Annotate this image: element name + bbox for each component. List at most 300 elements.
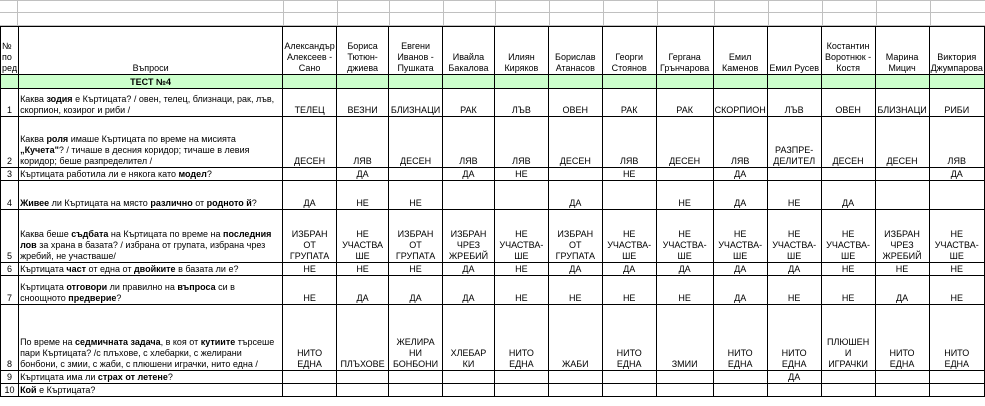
answer-cell (283, 181, 337, 210)
answer-text: ДА (623, 264, 636, 274)
answer-text: ЗМИИ (671, 359, 698, 369)
answer-cell (494, 305, 548, 371)
answer-cell (602, 371, 656, 384)
question-text (19, 181, 283, 210)
answer-cell (602, 263, 656, 276)
answer-cell (656, 89, 713, 117)
question-fragment: от една от (86, 264, 134, 274)
answer-text: ДА (462, 293, 475, 303)
answer-cell (389, 181, 443, 210)
answer-cell (656, 263, 713, 276)
answer-cell (443, 371, 495, 384)
answer-cell (443, 89, 495, 117)
answer-cell (656, 384, 713, 397)
answer-cell (929, 117, 984, 168)
answer-text: ДА (734, 169, 747, 179)
answer-text: ДА (303, 198, 316, 208)
answer-cell (713, 210, 767, 263)
answer-cell (443, 305, 495, 371)
answer-cell (283, 305, 337, 371)
participant-name-header: Борислав Атанасов (548, 27, 602, 75)
answer-cell (443, 210, 495, 263)
answer-cell (283, 89, 337, 117)
answer-text: ИЗБРАН ОТ ГРУПАТА (555, 229, 595, 261)
answer-text: НЕ (622, 293, 636, 303)
title-empty-cell (929, 75, 984, 89)
answer-text: НЕ (569, 293, 582, 303)
answer-text: НИТО ЕДНА (944, 348, 970, 369)
question-fragment: ? / тичаше в десния коридор; тичаше в левия коридор; беше разпределител / (20, 145, 250, 166)
answer-text: БЛИЗНАЦИ (390, 105, 441, 115)
question-row (1, 210, 985, 263)
answer-cell (283, 168, 337, 181)
participant-name-header: Емил Русев (767, 27, 821, 75)
answer-text: НЕ (515, 264, 528, 274)
answer-text: РАЗПРЕ- ДЕЛИТЕЛ (773, 145, 816, 166)
answer-cell (875, 168, 929, 181)
question-keyword: съдбата (71, 229, 109, 239)
question-keyword: част (66, 264, 87, 274)
answer-cell (821, 168, 875, 181)
answer-cell (494, 210, 548, 263)
question-row (1, 117, 985, 168)
answer-text: НЕ УЧАСТВА ШЕ (342, 229, 384, 261)
answer-cell (656, 117, 713, 168)
title-empty-cell (1, 75, 19, 89)
question-fragment: от (192, 198, 207, 208)
question-keyword: седмичната задача (75, 337, 161, 347)
answer-text: ДА (678, 264, 691, 274)
answer-text: ОВЕН (562, 105, 589, 115)
question-keyword: двойките (133, 264, 176, 274)
answer-cell (713, 371, 767, 384)
answer-text: ПЛЮШЕН И ИГРАЧКИ (826, 337, 870, 369)
answer-cell (389, 89, 443, 117)
question-text (19, 305, 283, 371)
question-row (1, 263, 985, 276)
answer-cell (767, 181, 821, 210)
answer-cell (443, 276, 495, 305)
answer-cell (389, 168, 443, 181)
answer-cell (443, 168, 495, 181)
answer-text: ИЗБРАН ОТ ГРУПАТА (289, 229, 330, 261)
answer-cell (337, 276, 389, 305)
answer-text: НЕ (303, 264, 316, 274)
question-keyword: роля (46, 134, 69, 144)
participant-name-header: Бориса Тютюн-джиева (337, 27, 389, 75)
answer-cell (875, 305, 929, 371)
answer-text: НЕ УЧАСТВА- ШЕ (718, 229, 763, 261)
answer-cell (767, 305, 821, 371)
question-row (1, 89, 985, 117)
answer-cell (821, 276, 875, 305)
question-keyword: Кой (20, 385, 37, 395)
answer-cell (929, 210, 984, 263)
question-fragment: имаше Къртицата по време на мисията (68, 134, 236, 144)
answer-cell (443, 384, 495, 397)
question-fragment: търсеше пари Къртицата? /с плъхове, с хлебарки, с желирани бонбони, с змии, с жаби, с плюшени играчки, нито една / (20, 337, 275, 369)
question-fragment: , в коя от (160, 337, 201, 347)
answer-cell (548, 117, 602, 168)
row-number: 6 (1, 263, 19, 276)
question-keyword: различно (150, 198, 193, 208)
answer-text: ЛЯВ (459, 156, 478, 166)
question-fragment: си в сноощното (20, 282, 235, 303)
participant-name-header: Ивайла Бакалова (443, 27, 495, 75)
question-row (1, 371, 985, 384)
answer-text: БЛИЗНАЦИ (877, 105, 927, 115)
answer-text: НЕ УЧАСТВА- ШЕ (607, 229, 652, 261)
answer-cell (337, 384, 389, 397)
answer-text: ЖАБИ (561, 359, 589, 369)
answer-cell (875, 263, 929, 276)
answer-cell (602, 305, 656, 371)
participant-name-header: Марина Мицич (875, 27, 929, 75)
question-fragment: Каква беше (20, 229, 72, 239)
answer-text: ДА (734, 293, 747, 303)
answer-cell (283, 384, 337, 397)
answer-text: НЕ УЧАСТВА- ШЕ (934, 229, 979, 261)
answer-cell (283, 263, 337, 276)
answer-text: ДА (842, 198, 855, 208)
answer-cell (337, 181, 389, 210)
answer-cell (494, 263, 548, 276)
question-fragment: По време на (20, 337, 75, 347)
answer-cell (337, 89, 389, 117)
answer-cell (875, 181, 929, 210)
answer-text: ЖЕЛИРА НИ БОНБОНИ (392, 337, 439, 369)
title-empty-cell (713, 75, 767, 89)
answer-cell (767, 117, 821, 168)
answer-text: ДА (409, 293, 422, 303)
title-empty-cell (443, 75, 495, 89)
answer-cell (713, 263, 767, 276)
answer-cell (821, 371, 875, 384)
answer-text: ИЗБРАН ЧРЕЗ ЖРЕБИЙ (448, 229, 489, 261)
header-row (1, 27, 985, 75)
answer-cell (713, 168, 767, 181)
answer-text: ДА (950, 169, 963, 179)
answer-text: НЕ (895, 264, 909, 274)
title-empty-cell (283, 75, 337, 89)
answer-text: ДЕСЕН (669, 156, 701, 166)
question-fragment: ли Къртицата на място (49, 198, 151, 208)
question-keyword: модел (178, 169, 207, 179)
answer-cell (494, 384, 548, 397)
answer-text: НЕ (409, 198, 422, 208)
question-fragment: в базата ли е? (175, 264, 239, 274)
answer-text: НЕ УЧАСТВА- ШЕ (826, 229, 871, 261)
answer-text: НЕ (950, 293, 964, 303)
question-text (19, 384, 283, 397)
answer-cell (875, 210, 929, 263)
answer-text: ЛЯВ (947, 156, 966, 166)
answer-cell (337, 210, 389, 263)
answer-text: НЕ (622, 169, 636, 179)
participant-name-header: Гергана Грънчарова (656, 27, 713, 75)
questions-column-header: Въпроси (19, 27, 283, 75)
answer-cell (602, 384, 656, 397)
title-empty-cell (875, 75, 929, 89)
answer-text: ЛЯВ (730, 156, 750, 166)
participant-name-header: Илиян Киряков (494, 27, 548, 75)
answer-text: ИЗБРАН ОТ ГРУПАТА (395, 229, 436, 261)
answer-cell (821, 263, 875, 276)
question-row (1, 305, 985, 371)
answer-text: ЛЪВ (511, 105, 531, 115)
answer-cell (283, 210, 337, 263)
answer-cell (494, 89, 548, 117)
answer-text: ДА (462, 264, 475, 274)
question-fragment: Къртицата работила ли е някога като (20, 169, 179, 179)
answer-text: НИТО ЕДНА (781, 348, 807, 369)
question-text (19, 117, 283, 168)
answer-text: ДЕСЕН (886, 156, 918, 166)
answer-text: ДЕСЕН (559, 156, 591, 166)
answer-cell (929, 263, 984, 276)
answer-text: ДЕСЕН (399, 156, 432, 166)
answer-cell (494, 181, 548, 210)
answer-text: ДА (356, 293, 369, 303)
answer-cell (767, 89, 821, 117)
answer-cell (875, 276, 929, 305)
question-text (19, 168, 283, 181)
answer-cell (602, 181, 656, 210)
answer-cell (389, 117, 443, 168)
answer-cell (713, 384, 767, 397)
question-row (1, 168, 985, 181)
answer-text: НИТО ЕДНА (508, 348, 534, 369)
answer-text: НЕ (678, 293, 691, 303)
row-number: 9 (1, 371, 19, 384)
question-keyword: зодия (46, 94, 73, 104)
answer-cell (929, 276, 984, 305)
answer-text: ЛЯВ (619, 156, 639, 166)
row-number: 5 (1, 210, 19, 263)
answer-text: ЛЯВ (512, 156, 531, 166)
answer-text: ДА (734, 264, 747, 274)
title-empty-cell (821, 75, 875, 89)
answer-cell (389, 210, 443, 263)
answer-cell (443, 263, 495, 276)
answer-text: НЕ (409, 264, 422, 274)
question-keyword: последния лов (20, 229, 272, 250)
answer-cell (602, 117, 656, 168)
answer-cell (713, 89, 767, 117)
question-fragment: ? (167, 372, 173, 382)
answer-cell (337, 168, 389, 181)
answer-cell (548, 89, 602, 117)
answer-cell (767, 371, 821, 384)
answer-cell (656, 371, 713, 384)
question-text (19, 89, 283, 117)
answer-cell (929, 384, 984, 397)
answer-cell (602, 210, 656, 263)
answer-cell (929, 371, 984, 384)
question-row (1, 276, 985, 305)
answer-text: ЛЯВ (353, 156, 372, 166)
title-empty-cell (389, 75, 443, 89)
answer-text: НЕ УЧАСТВА- ШЕ (499, 229, 544, 261)
answer-text: ДА (356, 169, 369, 179)
answer-text: НЕ (678, 198, 691, 208)
question-keyword: предверие (68, 293, 117, 303)
answer-cell (929, 305, 984, 371)
question-fragment: Каква (20, 94, 47, 104)
answer-text: ДЕСЕН (294, 156, 326, 166)
participant-name-header: Георги Стоянов (602, 27, 656, 75)
row-number: 3 (1, 168, 19, 181)
answer-cell (494, 276, 548, 305)
question-fragment: ? (251, 198, 257, 208)
question-row (1, 181, 985, 210)
answer-cell (548, 168, 602, 181)
answer-cell (875, 371, 929, 384)
answer-text: НИТО ЕДНА (297, 348, 323, 369)
question-keyword: въпроса (177, 282, 216, 292)
answer-cell (656, 276, 713, 305)
answer-cell (929, 89, 984, 117)
answer-cell (821, 181, 875, 210)
answer-cell (337, 117, 389, 168)
question-fragment: Къртицата има ли (20, 372, 98, 382)
question-fragment: е Къртицата? / овен, телец, близнаци, рак, лъв, скорпион, козирог и риби / (20, 94, 275, 115)
answer-cell (713, 305, 767, 371)
answer-cell (713, 117, 767, 168)
answer-text: ИЗБРАН ЧРЕЗ ЖРЕБИЙ (882, 229, 922, 261)
answer-cell (389, 384, 443, 397)
title-empty-cell (548, 75, 602, 89)
participant-name-header: Александър Алексеев - Сано (283, 27, 337, 75)
answer-cell (713, 276, 767, 305)
answer-cell (283, 371, 337, 384)
answer-cell (821, 210, 875, 263)
question-keyword: страх от летене (97, 372, 168, 382)
answer-cell (389, 276, 443, 305)
answer-text: РИБИ (944, 105, 970, 115)
answer-text: НЕ (303, 293, 316, 303)
question-row (1, 384, 985, 397)
answer-text: РАК (460, 105, 477, 115)
answer-text: ТЕЛЕЦ (294, 105, 325, 115)
answer-cell (656, 168, 713, 181)
answer-cell (494, 168, 548, 181)
answer-text: НЕ (841, 264, 855, 274)
answer-text: НЕ (787, 293, 801, 303)
answer-cell (283, 276, 337, 305)
answer-cell (548, 305, 602, 371)
answer-cell (767, 263, 821, 276)
answer-text: НЕ УЧАСТВА- ШЕ (662, 229, 707, 261)
answer-cell (283, 117, 337, 168)
question-fragment: Къртицата (20, 282, 67, 292)
answer-cell (337, 305, 389, 371)
answer-text: ДА (462, 169, 475, 179)
row-number: 7 (1, 276, 19, 305)
answer-cell (548, 181, 602, 210)
spreadsheet-top-gridlines (0, 0, 985, 26)
answer-cell (656, 181, 713, 210)
title-empty-cell (494, 75, 548, 89)
title-empty-cell (656, 75, 713, 89)
answer-cell (713, 181, 767, 210)
participant-name-header: Емил Каменов (713, 27, 767, 75)
answer-cell (821, 384, 875, 397)
answer-text: РАК (676, 105, 693, 115)
row-number: 10 (1, 384, 19, 397)
answer-cell (767, 168, 821, 181)
participant-name-header: Костантин Воротнюк - Костя (821, 27, 875, 75)
question-fragment: ? (206, 169, 212, 179)
answer-text: ХЛЕБАР КИ (450, 348, 487, 369)
answer-text: ДА (569, 198, 582, 208)
answer-cell (929, 168, 984, 181)
title-empty-cell (767, 75, 821, 89)
answer-cell (929, 181, 984, 210)
answer-cell (494, 117, 548, 168)
answer-cell (875, 384, 929, 397)
title-empty-cell (602, 75, 656, 89)
answer-cell (389, 263, 443, 276)
answer-text: ДЕСЕН (832, 156, 864, 166)
answer-cell (494, 371, 548, 384)
question-keyword: отговори (66, 282, 108, 292)
answer-cell (821, 305, 875, 371)
answer-text: ДА (895, 293, 909, 303)
answer-text: НЕ (841, 293, 855, 303)
answer-cell (767, 384, 821, 397)
answer-text: ДА (788, 372, 801, 382)
question-keyword: Живее (20, 198, 50, 208)
answer-cell (548, 210, 602, 263)
answer-cell (548, 371, 602, 384)
participant-name-header: Виктория Джумпарова (929, 27, 984, 75)
question-fragment: Къртицата (20, 264, 67, 274)
answer-text: ВЕЗНИ (347, 105, 378, 115)
question-text (19, 371, 283, 384)
question-fragment: за храна в базата? / избрана от групата, избрана чрез жребий, не участваше/ (20, 240, 266, 261)
answer-text: НИТО ЕДНА (889, 348, 915, 369)
question-fragment: ли правилно на (107, 282, 178, 292)
question-text (19, 263, 283, 276)
answer-cell (875, 89, 929, 117)
number-column-header: № по ред (1, 27, 19, 75)
test-title: ТЕСТ №4 (19, 75, 283, 89)
answer-text: НЕ (515, 293, 528, 303)
survey-table (0, 26, 985, 397)
participant-name-header: Евгени Иванов - Пушката (389, 27, 443, 75)
answer-cell (337, 371, 389, 384)
answer-text: НЕ (356, 198, 369, 208)
question-fragment: ? (116, 293, 122, 303)
row-number: 2 (1, 117, 19, 168)
answer-cell (821, 117, 875, 168)
answer-text: НИТО ЕДНА (616, 348, 642, 369)
answer-cell (821, 89, 875, 117)
answer-cell (767, 276, 821, 305)
answer-cell (656, 305, 713, 371)
answer-text: НЕ (787, 198, 801, 208)
answer-text: ДА (734, 198, 747, 208)
answer-cell (548, 276, 602, 305)
answer-text: ЛЪВ (784, 105, 804, 115)
answer-cell (602, 276, 656, 305)
row-number: 8 (1, 305, 19, 371)
row-number: 1 (1, 89, 19, 117)
answer-text: НИТО ЕДНА (727, 348, 753, 369)
title-empty-cell (337, 75, 389, 89)
question-text (19, 210, 283, 263)
